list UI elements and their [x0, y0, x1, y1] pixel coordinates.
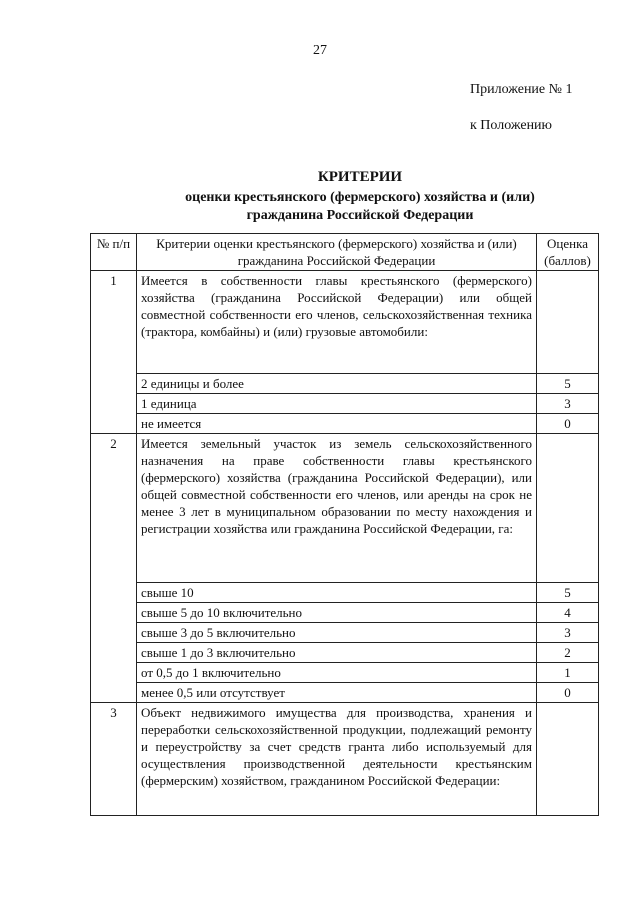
option-row — [91, 374, 599, 394]
option-score: 4 — [537, 603, 599, 623]
section-number: 1 — [91, 271, 137, 434]
option-score: 5 — [537, 583, 599, 603]
option-label: от 0,5 до 1 включительно — [137, 663, 537, 683]
header-num: № п/п — [91, 234, 137, 271]
option-row — [91, 583, 599, 603]
option-label: не имеется — [137, 414, 537, 434]
option-score: 0 — [537, 414, 599, 434]
option-row — [91, 414, 599, 434]
option-label: свыше 3 до 5 включительно — [137, 623, 537, 643]
document-title: КРИТЕРИИ — [317, 169, 403, 185]
appendix-label: Приложение № 1 — [470, 82, 573, 97]
header-criteria: Критерии оценки крестьянского (фермерского) хозяйства и (или) гражданина Российской Федерации — [137, 234, 537, 271]
option-score: 0 — [537, 683, 599, 703]
option-label: свыше 10 — [137, 583, 537, 603]
option-label: менее 0,5 или отсутствует — [137, 683, 537, 703]
section-number: 2 — [91, 434, 137, 703]
section-criterion-text: Имеется земельный участок из земель сельскохозяйственного назначения на праве собственности главы крестьянского (фермерского) хозяйства (гражданина Российской Федерации), или общей совместной собственности его членов, или аренды на срок не менее 3 лет в муниципальном образовании по месту нахождения и регистрации хозяйства или гражданина Российской Федерации, га: — [137, 434, 537, 583]
option-row — [91, 603, 599, 623]
section-criterion-text: Объект недвижимого имущества для производства, хранения и переработки сельскохозяйственной продукции, подлежащий ремонту и переустройству за счет средств гранта либо используемый для осуществления производственной деятельности крестьянским (фермерским) хозяйством, гражданином Российской Федерации: — [137, 703, 537, 816]
section-criterion-text: Имеется в собственности главы крестьянского (фермерского) хозяйства (гражданина Российской Федерации) или общей совместной собственности его членов, сельскохозяйственная техника (трактора, комбайны) и (или) грузовые автомобили: — [137, 271, 537, 374]
section-row-2 — [91, 434, 599, 583]
option-label: 1 единица — [137, 394, 537, 414]
option-row — [91, 643, 599, 663]
option-row — [91, 623, 599, 643]
option-score: 3 — [537, 623, 599, 643]
subtitle-line-2: гражданина Российской Федерации — [246, 208, 474, 223]
document-subtitle — [0, 189, 640, 225]
option-row — [91, 663, 599, 683]
section-score-empty — [537, 271, 599, 374]
section-score-empty — [537, 434, 599, 583]
option-label: свыше 5 до 10 включительно — [137, 603, 537, 623]
subtitle-line-1: оценки крестьянского (фермерского) хозяйства и (или) — [185, 190, 535, 205]
option-row — [91, 394, 599, 414]
appendix-reference: к Положению — [470, 118, 553, 133]
option-score: 1 — [537, 663, 599, 683]
section-number: 3 — [91, 703, 137, 816]
section-row-3 — [91, 703, 599, 816]
option-score: 2 — [537, 643, 599, 663]
section-row-1 — [91, 271, 599, 374]
option-label: свыше 1 до 3 включительно — [137, 643, 537, 663]
table-header-row — [91, 234, 599, 271]
option-label: 2 единицы и более — [137, 374, 537, 394]
option-score: 3 — [537, 394, 599, 414]
section-score-empty — [537, 703, 599, 816]
option-score: 5 — [537, 374, 599, 394]
criteria-table — [90, 233, 599, 816]
header-score: Оценка (баллов) — [537, 234, 599, 271]
page-number: 27 — [313, 43, 327, 58]
option-row — [91, 683, 599, 703]
